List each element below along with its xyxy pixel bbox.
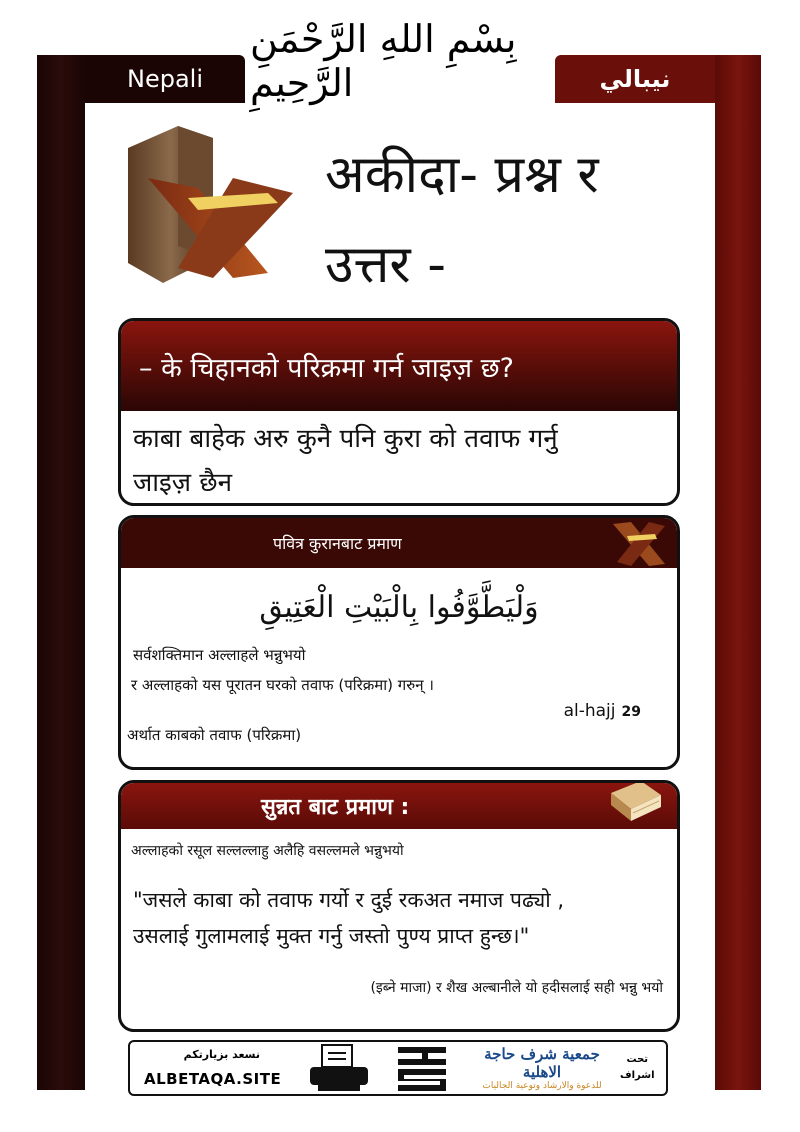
- hadith-text: [121, 882, 677, 954]
- right-border-bar: [715, 55, 761, 1090]
- page-title: [325, 130, 705, 310]
- reference-ayah: 29: [621, 704, 641, 720]
- quran-reference: [121, 701, 677, 721]
- quran-proof-heading: [121, 518, 677, 568]
- language-tab-nepali: Nepali: [85, 55, 245, 103]
- supervision-label: [620, 1052, 655, 1084]
- sunnah-proof-heading: [121, 783, 677, 829]
- site-link[interactable]: [138, 1044, 288, 1092]
- printer-icon[interactable]: [308, 1043, 370, 1093]
- org-subtitle: للدعوة والارشاد وتوعية الجاليات: [482, 1081, 602, 1091]
- hadith-source: (इब्ने माजा) र शैख अल्बानीले यो हदीसलाई सही भन्नु भयो: [370, 980, 663, 996]
- org-name: جمعية شرف حاجة الاهلية: [484, 1045, 600, 1081]
- book-stand-icon: [118, 118, 298, 288]
- visit-text: نسعد بزيارتكم: [183, 1048, 260, 1061]
- question-card: [118, 318, 680, 506]
- sunnah-proof-card: [118, 780, 680, 1032]
- answer-line-2: जाइज़ छैन: [133, 468, 233, 498]
- supervision-line-1: تحت: [626, 1054, 649, 1065]
- quran-proof-card: [118, 515, 680, 770]
- book-stand-icon: [609, 515, 669, 570]
- question-answer: [121, 411, 677, 506]
- question-heading: – के चिहानको परिक्रमा गर्न जाइज़ छ?: [121, 321, 677, 411]
- reference-surah: al-hajj: [563, 701, 616, 721]
- hadith-line-1: "जसले काबा को तवाफ गर्यो र दुई रकअत नमाज पढ्यो ,: [133, 888, 565, 912]
- answer-line-1: काबा बाहेक अरु कुनै पनि कुरा को तवाफ गर्नु: [133, 424, 558, 454]
- kufic-logo-icon: [394, 1043, 450, 1093]
- bismillah-calligraphy: بِسْمِ اللهِ الرَّحْمَنِ الرَّحِيمِ: [250, 16, 517, 105]
- title-line-2: उत्तर -: [325, 235, 446, 295]
- org-logo: [472, 1045, 612, 1091]
- closed-book-icon: [605, 780, 665, 825]
- quran-translation: र अल्लाहको यस पूरातन घरको तवाफ (परिक्रमा) गरुन् ।: [131, 676, 434, 694]
- quran-heading-label: पवित्र कुरानबाट प्रमाण: [273, 534, 402, 553]
- left-border-bar: [37, 55, 85, 1090]
- sunnah-heading-label: सुन्नत बाट प्रमाण :: [261, 795, 410, 820]
- title-line-1: अकीदा- प्रश्न र: [325, 145, 599, 205]
- quran-explanation: अर्थात काबको तवाफ (परिक्रमा): [127, 726, 302, 744]
- sunnah-intro: अल्लाहको रसूल सल्लल्लाहु अलैहि वसल्लमले भन्नुभयो: [131, 843, 404, 859]
- footer-bar: [128, 1040, 668, 1096]
- quran-intro: सर्वशक्तिमान अल्लाहले भन्नुभयो: [133, 646, 306, 664]
- hadith-line-2: उसलाई गुलामलाई मुक्त गर्नु जस्तो पुण्य प्राप्त हुन्छ।": [133, 924, 530, 948]
- supervision-line-2: اشراف: [620, 1070, 655, 1081]
- site-domain: ALBETAQA.SITE: [144, 1070, 282, 1088]
- quran-arabic-verse: وَلْيَطَّوَّفُوا بِالْبَيْتِ الْعَتِيقِ: [259, 590, 539, 625]
- language-tab-arabic: نيبالي: [555, 55, 715, 103]
